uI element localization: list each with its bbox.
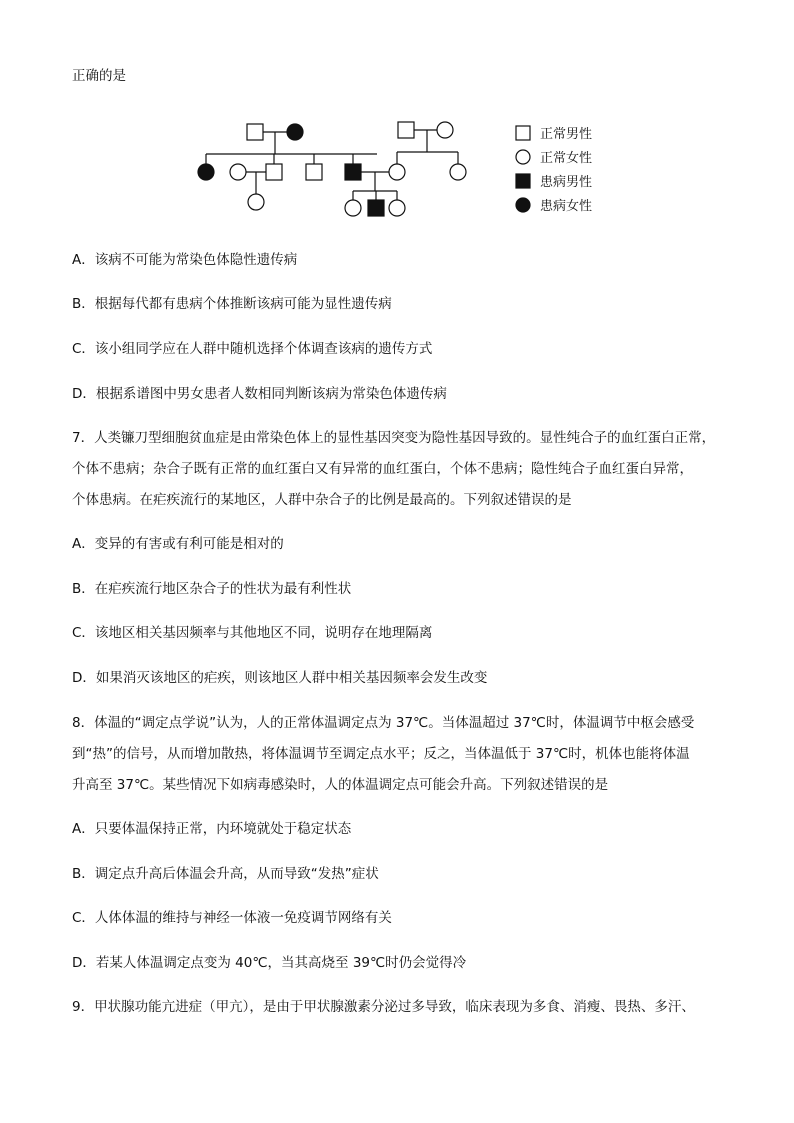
pedigree-male-affected [368, 200, 384, 216]
pedigree-male-normal [266, 164, 282, 180]
q7-option-b: B．在疟疾流行地区杂合子的性状为最有利性状 [72, 581, 352, 597]
pedigree-female-normal [345, 200, 361, 216]
q8-stem-line: 8．体温的“调定点学说”认为，人的正常体温调定点为 37℃。当体温超过 37℃时，体温调节中枢会感受 [72, 715, 695, 731]
q8-stem-line: 升高至 37℃。某些情况下如病毒感染时，人的体温调定点可能会升高。下列叙述错误的是 [72, 777, 609, 793]
q8-option-a: A．只要体温保持正常，内环境就处于稳定状态 [72, 821, 352, 837]
q9-stem-line: 9．甲状腺功能亢进症（甲亢），是由于甲状腺激素分泌过多导致，临床表现为多食、消瘦、畏热、多汗、 [72, 999, 695, 1015]
pedigree-male-normal [306, 164, 322, 180]
pedigree-female-normal [437, 122, 453, 138]
q7-stem-line: 7．人类镰刀型细胞贫血症是由常染色体上的显性基因突变为隐性基因导致的。显性纯合子的血红蛋白正常， [72, 430, 716, 446]
legend-label: 患病女性 [540, 199, 593, 214]
q6-option-b: B．根据每代都有患病个体推断该病可能为显性遗传病 [72, 296, 392, 312]
legend-label: 患病男性 [540, 175, 593, 190]
q6-option-c: C．该小组同学应在人群中随机选择个体调查该病的遗传方式 [72, 341, 433, 357]
q7-option-c: C．该地区相关基因频率与其他地区不同，说明存在地理隔离 [72, 625, 433, 641]
legend-label: 正常女性 [540, 151, 593, 166]
pedigree-female-normal [450, 164, 466, 180]
legend-male-normal-symbol [516, 126, 530, 140]
question-intro: 正确的是 [72, 68, 126, 84]
q7-stem-line: 个体患病。在疟疾流行的某地区，人群中杂合子的比例是最高的。下列叙述错误的是 [72, 492, 572, 508]
q8-option-c: C．人体体温的维持与神经一体液一免疫调节网络有关 [72, 910, 392, 926]
pedigree-female-normal [389, 164, 405, 180]
q8-stem-line: 到“热”的信号，从而增加散热，将体温调节至调定点水平；反之，当体温低于 37℃时，机体也能将体温 [72, 746, 690, 762]
q7-stem-line: 个体不患病；杂合子既有正常的血红蛋白又有异常的血红蛋白，个体不患病；隐性纯合子血红蛋白异常， [72, 461, 693, 477]
pedigree-male-normal [247, 124, 263, 140]
pedigree-female-affected [198, 164, 214, 180]
legend-label: 正常男性 [540, 127, 593, 142]
q7-option-a: A．变异的有害或有利可能是相对的 [72, 536, 284, 552]
q6-option-d: D．根据系谱图中男女患者人数相同判断该病为常染色体遗传病 [72, 386, 447, 402]
pedigree-female-normal [230, 164, 246, 180]
q7-option-d: D．如果消灭该地区的疟疾，则该地区人群中相关基因频率会发生改变 [72, 670, 488, 686]
pedigree-female-normal [389, 200, 405, 216]
pedigree-female-normal [248, 194, 264, 210]
pedigree-male-affected [345, 164, 361, 180]
legend-female-normal-symbol [516, 150, 530, 164]
pedigree-chart [190, 112, 620, 224]
pedigree-female-affected [287, 124, 303, 140]
legend-female-affected-symbol [516, 198, 530, 212]
pedigree-male-normal [398, 122, 414, 138]
q8-option-d: D．若某人体温调定点变为 40℃，当其高烧至 39℃时仍会觉得冷 [72, 955, 467, 971]
q8-option-b: B．调定点升高后体温会升高，从而导致“发热”症状 [72, 866, 379, 882]
q6-option-a: A．该病不可能为常染色体隐性遗传病 [72, 252, 298, 268]
legend-male-affected-symbol [516, 174, 530, 188]
